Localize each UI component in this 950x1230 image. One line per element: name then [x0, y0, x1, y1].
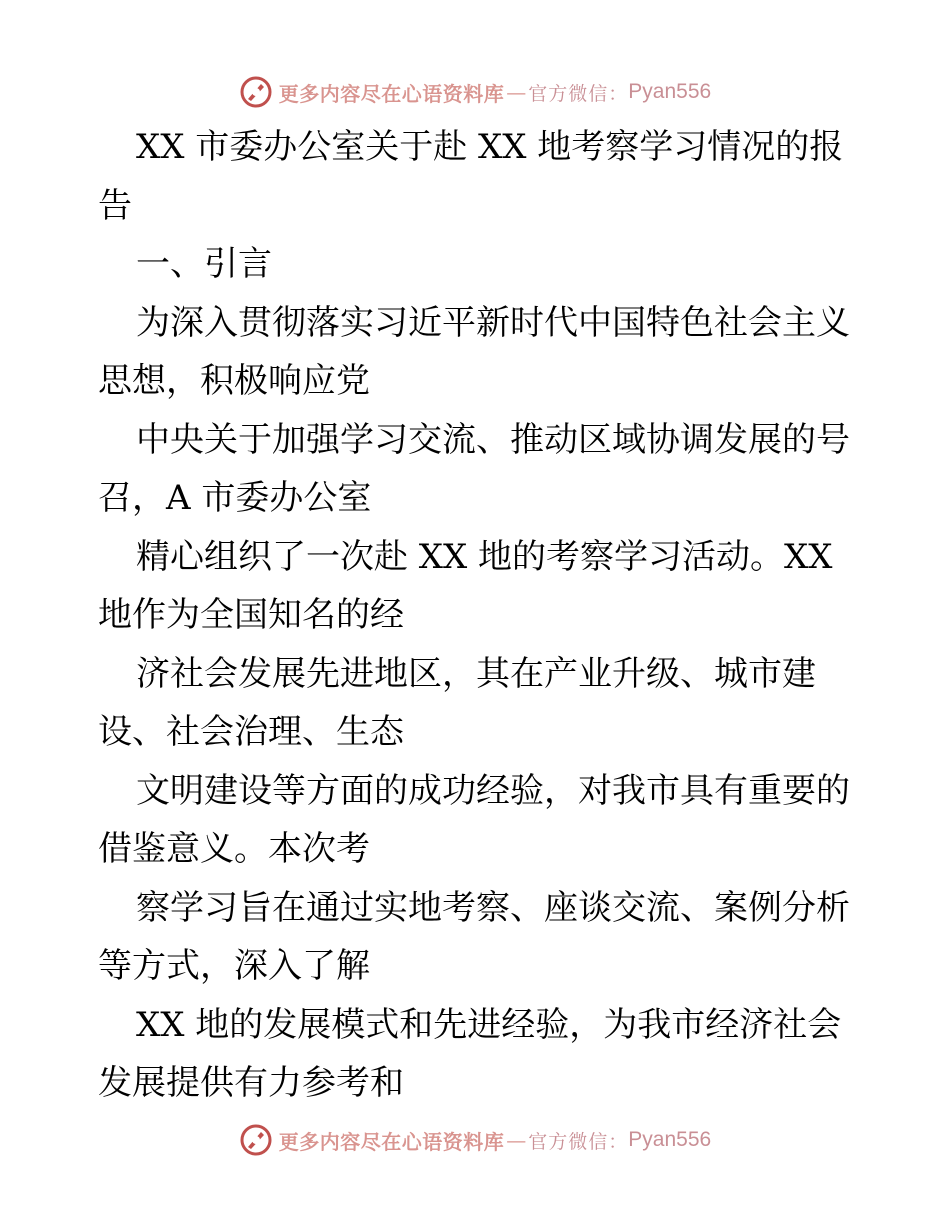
watermark-dash: —: [506, 1128, 527, 1152]
paragraph-line: 为深入贯彻落实习近平新时代中国特色社会主义: [136, 302, 850, 343]
paragraph-line: 借鉴意义。本次考: [98, 829, 370, 869]
document-title-line-2: 告: [98, 185, 132, 226]
paragraph-line: 设、社会治理、生态: [98, 712, 404, 752]
paragraph-line: 思想，积极响应党: [98, 361, 370, 401]
paragraph-line: 察学习旨在通过实地考察、座谈交流、案例分析: [136, 887, 850, 928]
quill-seal-logo-icon: [239, 1123, 273, 1157]
watermark-wechat-label: 官方微信：: [528, 1130, 629, 1153]
paragraph-line: 文明建设等方面的成功经验，对我市具有重要的: [136, 770, 850, 811]
watermark-banner-top: [0, 72, 950, 112]
quill-seal-logo-icon: [239, 75, 273, 109]
watermark-wechat-id: Pyan556: [628, 80, 712, 103]
paragraph-line: 地作为全国知名的经: [98, 595, 404, 635]
section-heading: 一、引言: [136, 244, 272, 284]
paragraph-line: XX 地的发展模式和先进经验，为我市经济社会: [136, 1004, 842, 1045]
document-title-line-1: XX 市委办公室关于赴 XX 地考察学习情况的报: [136, 127, 844, 167]
paragraph-line: 等方式，深入了解: [98, 946, 370, 986]
document-body: [98, 118, 868, 1113]
paragraph-line: 发展提供有力参考和: [98, 1063, 404, 1103]
watermark-text: 更多内容尽在心语资料库: [278, 81, 505, 106]
watermark-dash: —: [506, 80, 527, 104]
watermark-wechat-id: Pyan556: [628, 1128, 712, 1151]
paragraph-line: 召，A 市委办公室: [98, 478, 372, 518]
paragraph-line: 济社会发展先进地区，其在产业升级、城市建: [136, 653, 816, 694]
watermark-wechat-label: 官方微信：: [528, 82, 629, 105]
paragraph-line: 精心组织了一次赴 XX 地的考察学习活动。XX: [136, 536, 833, 577]
watermark-banner-bottom: [0, 1120, 950, 1160]
watermark-text: 更多内容尽在心语资料库: [278, 1129, 505, 1154]
paragraph-line: 中央关于加强学习交流、推动区域协调发展的号: [136, 419, 850, 460]
